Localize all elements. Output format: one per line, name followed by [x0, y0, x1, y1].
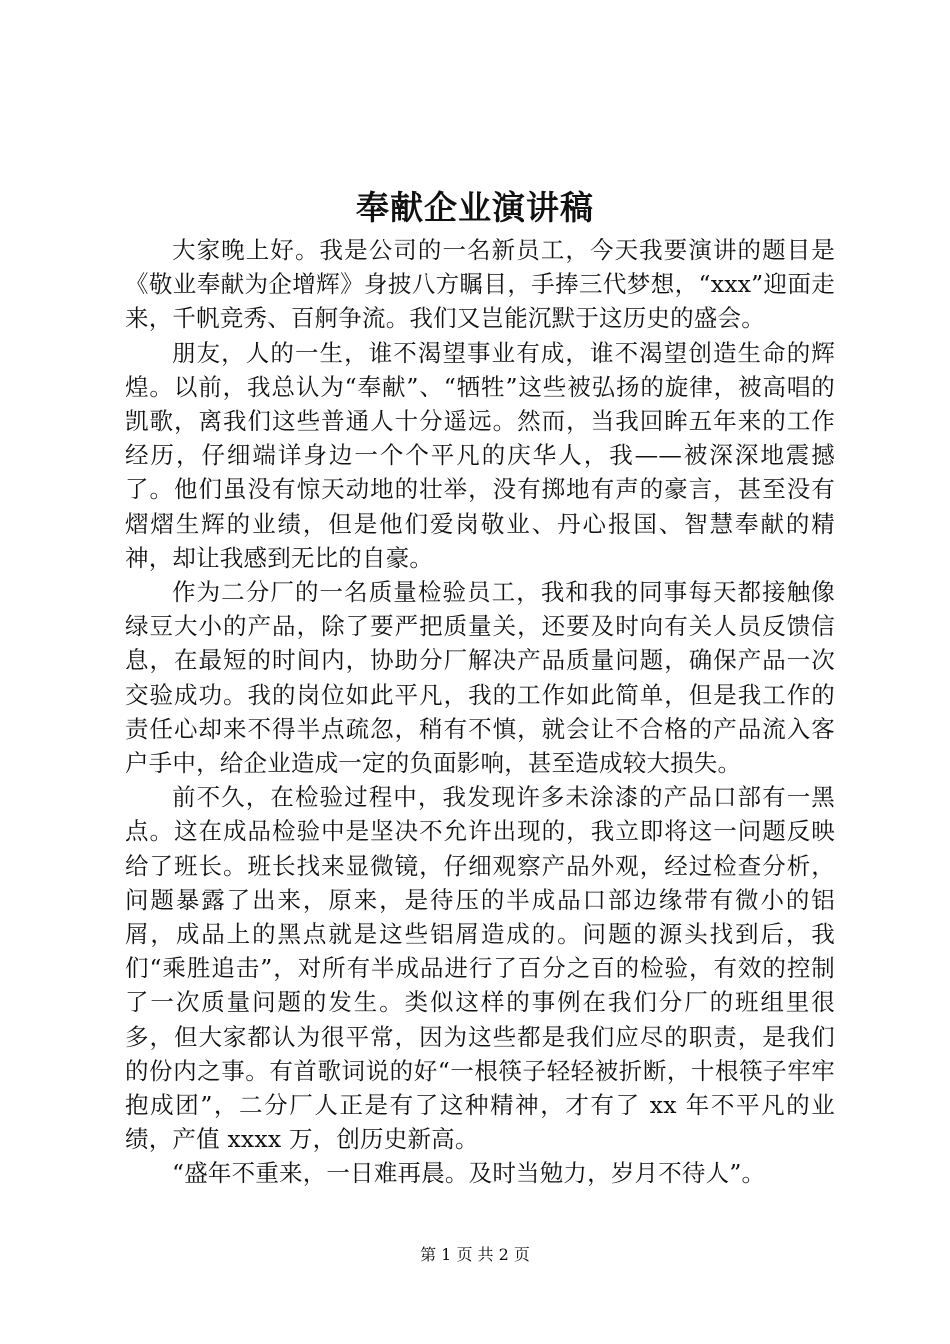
page-title: 奉献企业演讲稿 [356, 188, 594, 227]
page-number-footer: 第 1 页 共 2 页 [420, 1245, 530, 1264]
document-body [125, 233, 835, 1191]
paragraph-1: 大家晚上好。我是公司的一名新员工，今天我要演讲的题目是《敬业奉献为企增辉》身披八方瞩目，手捧三代梦想，“xxx”迎面走来，千帆竞秀、百舸争流。我们又岂能沉默于这历史的盛会。 [125, 236, 835, 333]
paragraph-2: 朋友，人的一生，谁不渴望事业有成，谁不渴望创造生命的辉煌。以前，我总认为“奉献”、“牺牲”这些被弘扬的旋律，被高唱的凯歌，离我们这些普通人十分遥远。然而，当我回眸五年来的工作经历，仔细端详身边一个个平凡的庆华人，我——被深深地震撼了。他们虽没有惊天动地的壮举，没有掷地有声的豪言，甚至没有熠熠生辉的业绩，但是他们爱岗敬业、丹心报国、智慧奉献的精神，却让我感到无比的自豪。 [125, 338, 835, 572]
paragraph-5: “盛年不重来，一日难再晨。及时当勉力，岁月不待人”。 [172, 1159, 766, 1188]
paragraph-3: 作为二分厂的一名质量检验员工，我和我的同事每天都接触像绿豆大小的产品，除了要严把质量关，还要及时向有关人员反馈信息，在最短的时间内，协助分厂解决产品质量问题，确保产品一次交验成功。我的岗位如此平凡，我的工作如此简单，但是我工作的责任心却来不得半点疏忽，稍有不慎，就会让不合格的产品流入客户手中，给企业造成一定的负面影响，甚至造成较大损失。 [125, 578, 835, 778]
paragraph-4: 前不久，在检验过程中，我发现许多未涂漆的产品口部有一黑点。这在成品检验中是坚决不允许出现的，我立即将这一问题反映给了班长。班长找来显微镜，仔细观察产品外观，经过检查分析，问题暴露了出来，原来，是待压的半成品口部边缘带有微小的铝屑，成品上的黑点就是这些铝屑造成的。问题的源头找到后，我们“乘胜追击”，对所有半成品进行了百分之百的检验，有效的控制了一次质量问题的发生。类似这样的事例在我们分厂的班组里很多，但大家都认为很平常，因为这些都是我们应尽的职责，是我们的份内之事。有首歌词说的好“一根筷子轻轻被折断，十根筷子牢牢抱成团”，二分厂人正是有了这种精神，才有了 xx 年不平凡的业绩，产值 xxxx 万，创历史新高。 [125, 783, 835, 1154]
